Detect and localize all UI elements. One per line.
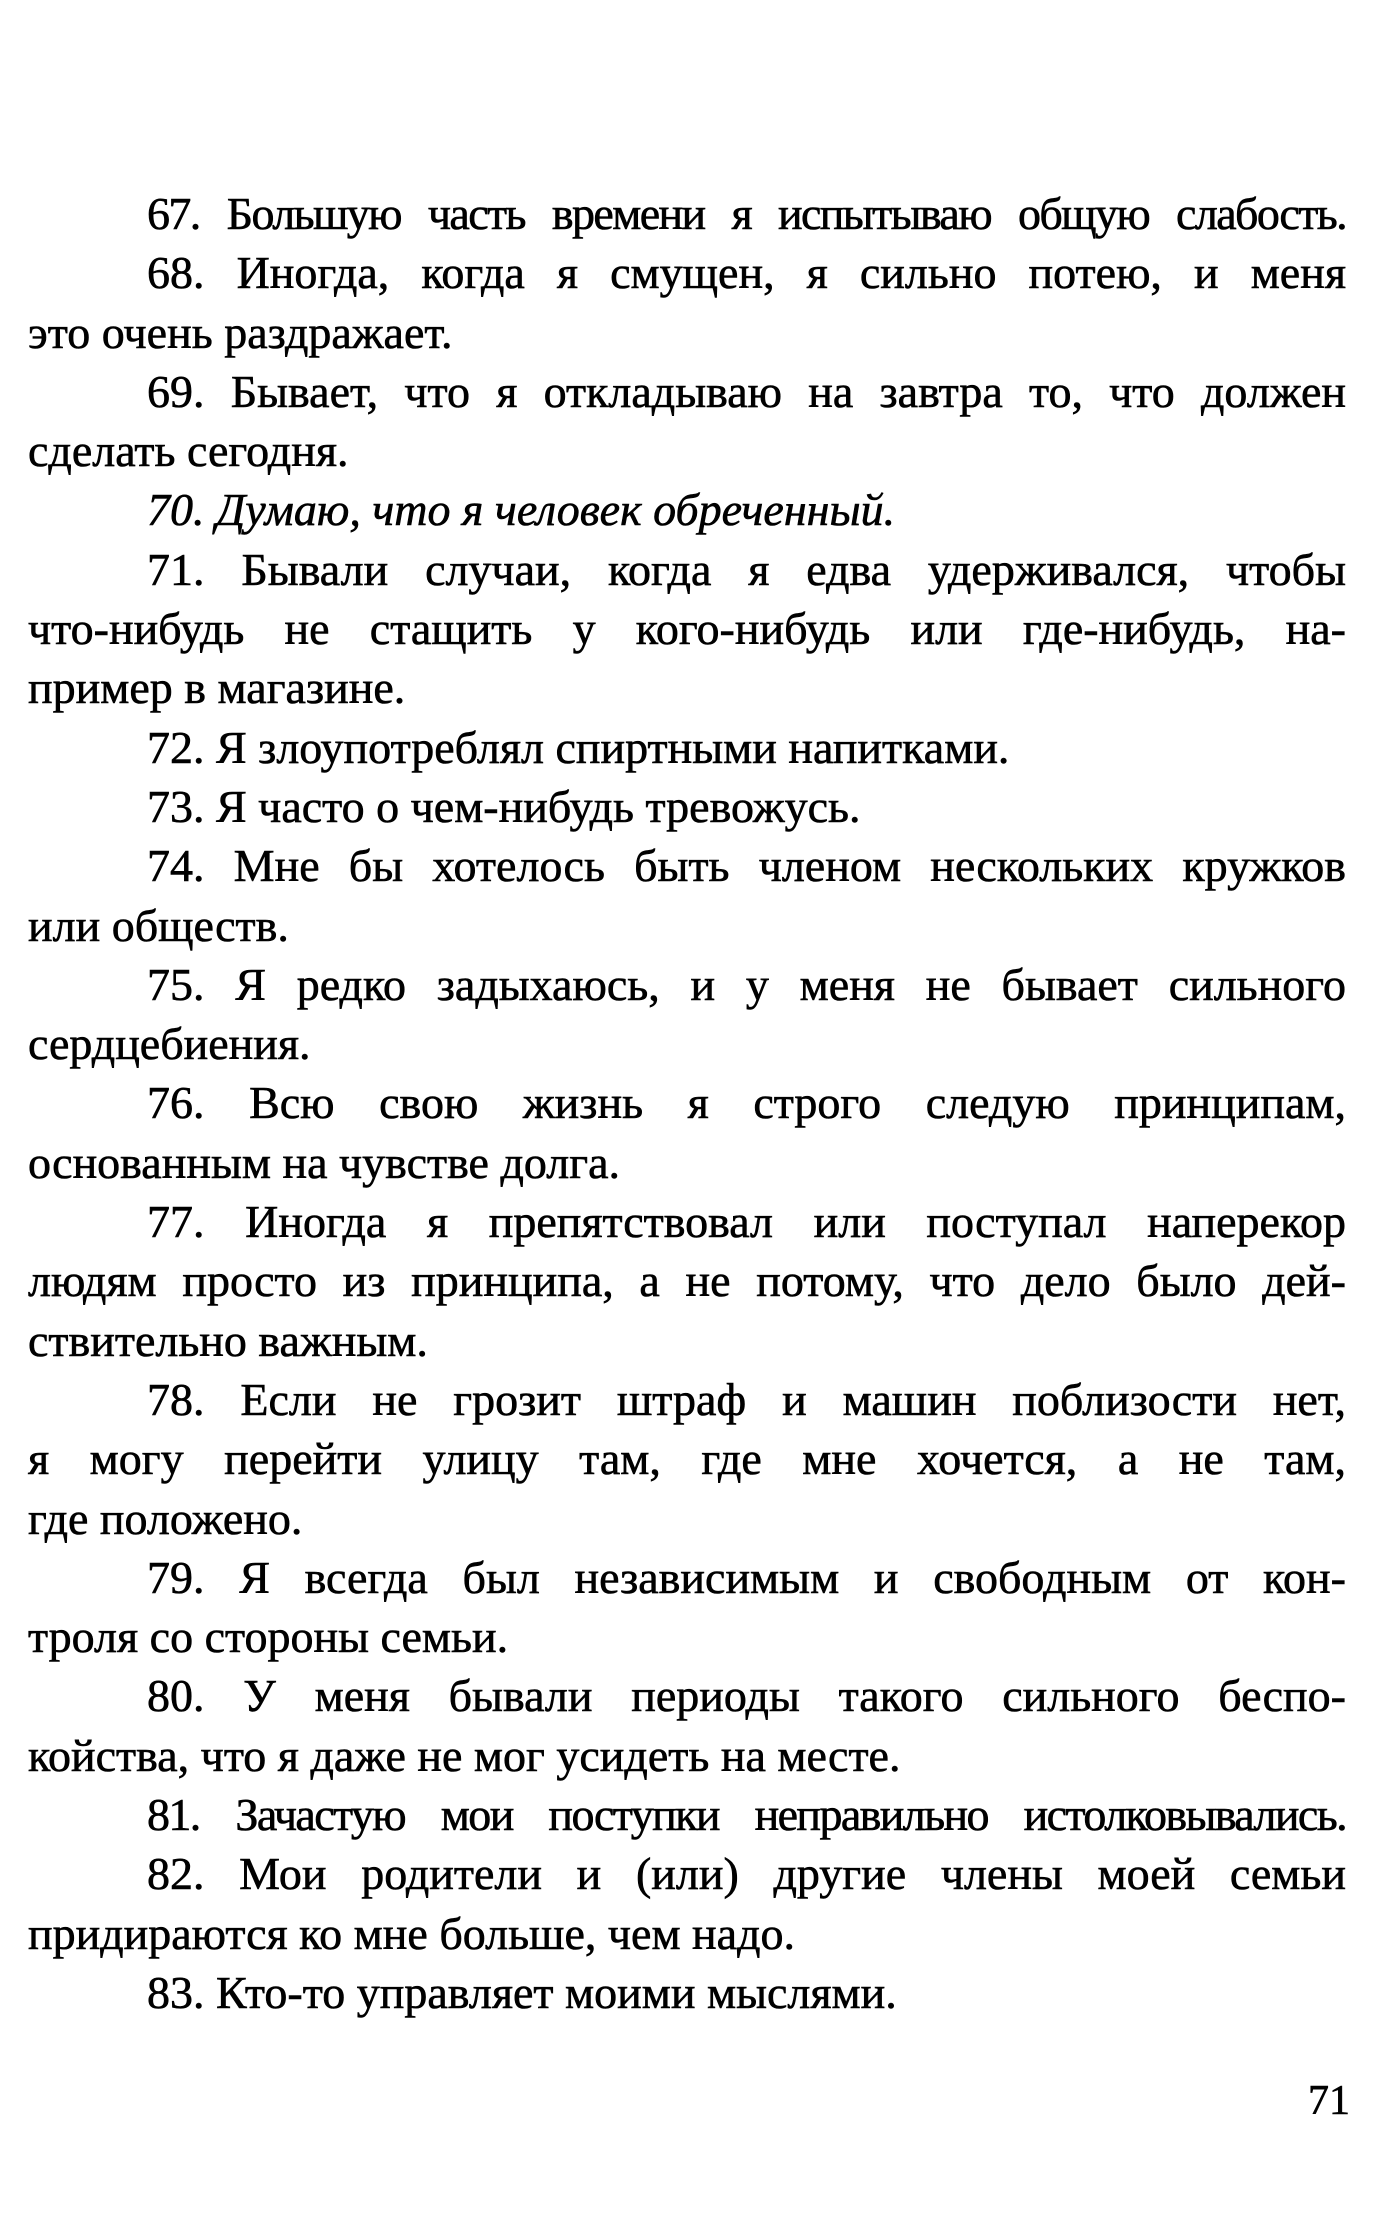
item-75-line-2: сердцебиения.	[28, 1018, 311, 1070]
item-67-line-1: 67. Большую часть времени я испытываю общую слабость.	[147, 188, 1346, 239]
item-68-line-1: 68. Иногда, когда я смущен, я сильно потею, и меня	[147, 247, 1346, 299]
item-83-line-1: 83. Кто-то управляет моими мыслями.	[147, 1966, 897, 2018]
item-79-line-1: 79. Я всегда был независимым и свободным от кон-	[147, 1551, 1346, 1603]
item-71-line-2: что-нибудь не стащить у кого-нибудь или где-нибудь, на-	[28, 603, 1346, 655]
item-76-line-1: 76. Всю свою жизнь я строго следую принципам,	[147, 1077, 1346, 1129]
item-79-line-2: троля со стороны семьи.	[28, 1611, 509, 1663]
item-75-line-1: 75. Я редко задыхаюсь, и у меня не бывает сильного	[147, 958, 1346, 1010]
item-77-line-2: людям просто из принципа, а не потому, что дело было дей-	[28, 1255, 1346, 1307]
item-74-line-1: 74. Мне бы хотелось быть членом нескольких кружков	[147, 840, 1346, 892]
item-68-line-2: это очень раздражает.	[28, 306, 453, 358]
item-76-line-2: основанным на чувстве долга.	[28, 1136, 621, 1188]
item-73-line-1: 73. Я часто о чем-нибудь тревожусь.	[147, 780, 861, 832]
item-77-line-1: 77. Иногда я препятствовал или поступал наперекор	[147, 1196, 1346, 1248]
item-77-line-3: ствительно важным.	[28, 1314, 428, 1366]
item-74-line-2: или обществ.	[28, 899, 289, 951]
item-80-line-2: койства, что я даже не мог усидеть на месте.	[28, 1729, 901, 1781]
item-80-line-1: 80. У меня бывали периоды такого сильного беспо-	[147, 1670, 1346, 1722]
item-70-line-1: 70. Думаю, что я человек обреченный.	[147, 484, 896, 536]
item-81-line-1: 81. Зачастую мои поступки неправильно истолковывались.	[147, 1789, 1346, 1841]
item-69-line-1: 69. Бывает, что я откладываю на завтра то, что должен	[147, 365, 1346, 417]
item-82-line-2: придираются ко мне больше, чем надо.	[28, 1907, 795, 1959]
item-69-line-2: сделать сегодня.	[28, 425, 349, 477]
questionnaire-text	[28, 184, 1346, 2022]
item-71-line-1: 71. Бывали случаи, когда я едва удерживался, чтобы	[147, 543, 1346, 595]
item-72-line-1: 72. Я злоупотреблял спиртными напитками.	[147, 721, 1010, 773]
item-78-line-1: 78. Если не грозит штраф и машин поблизости нет,	[147, 1373, 1346, 1425]
item-78-line-3: где положено.	[28, 1492, 303, 1544]
item-71-line-3: пример в магазине.	[28, 662, 406, 714]
item-82-line-1: 82. Мои родители и (или) другие члены моей семьи	[147, 1848, 1346, 1900]
item-78-line-2: я могу перейти улицу там, где мне хочется, а не там,	[28, 1433, 1346, 1485]
page-number: 71	[1308, 2078, 1350, 2124]
